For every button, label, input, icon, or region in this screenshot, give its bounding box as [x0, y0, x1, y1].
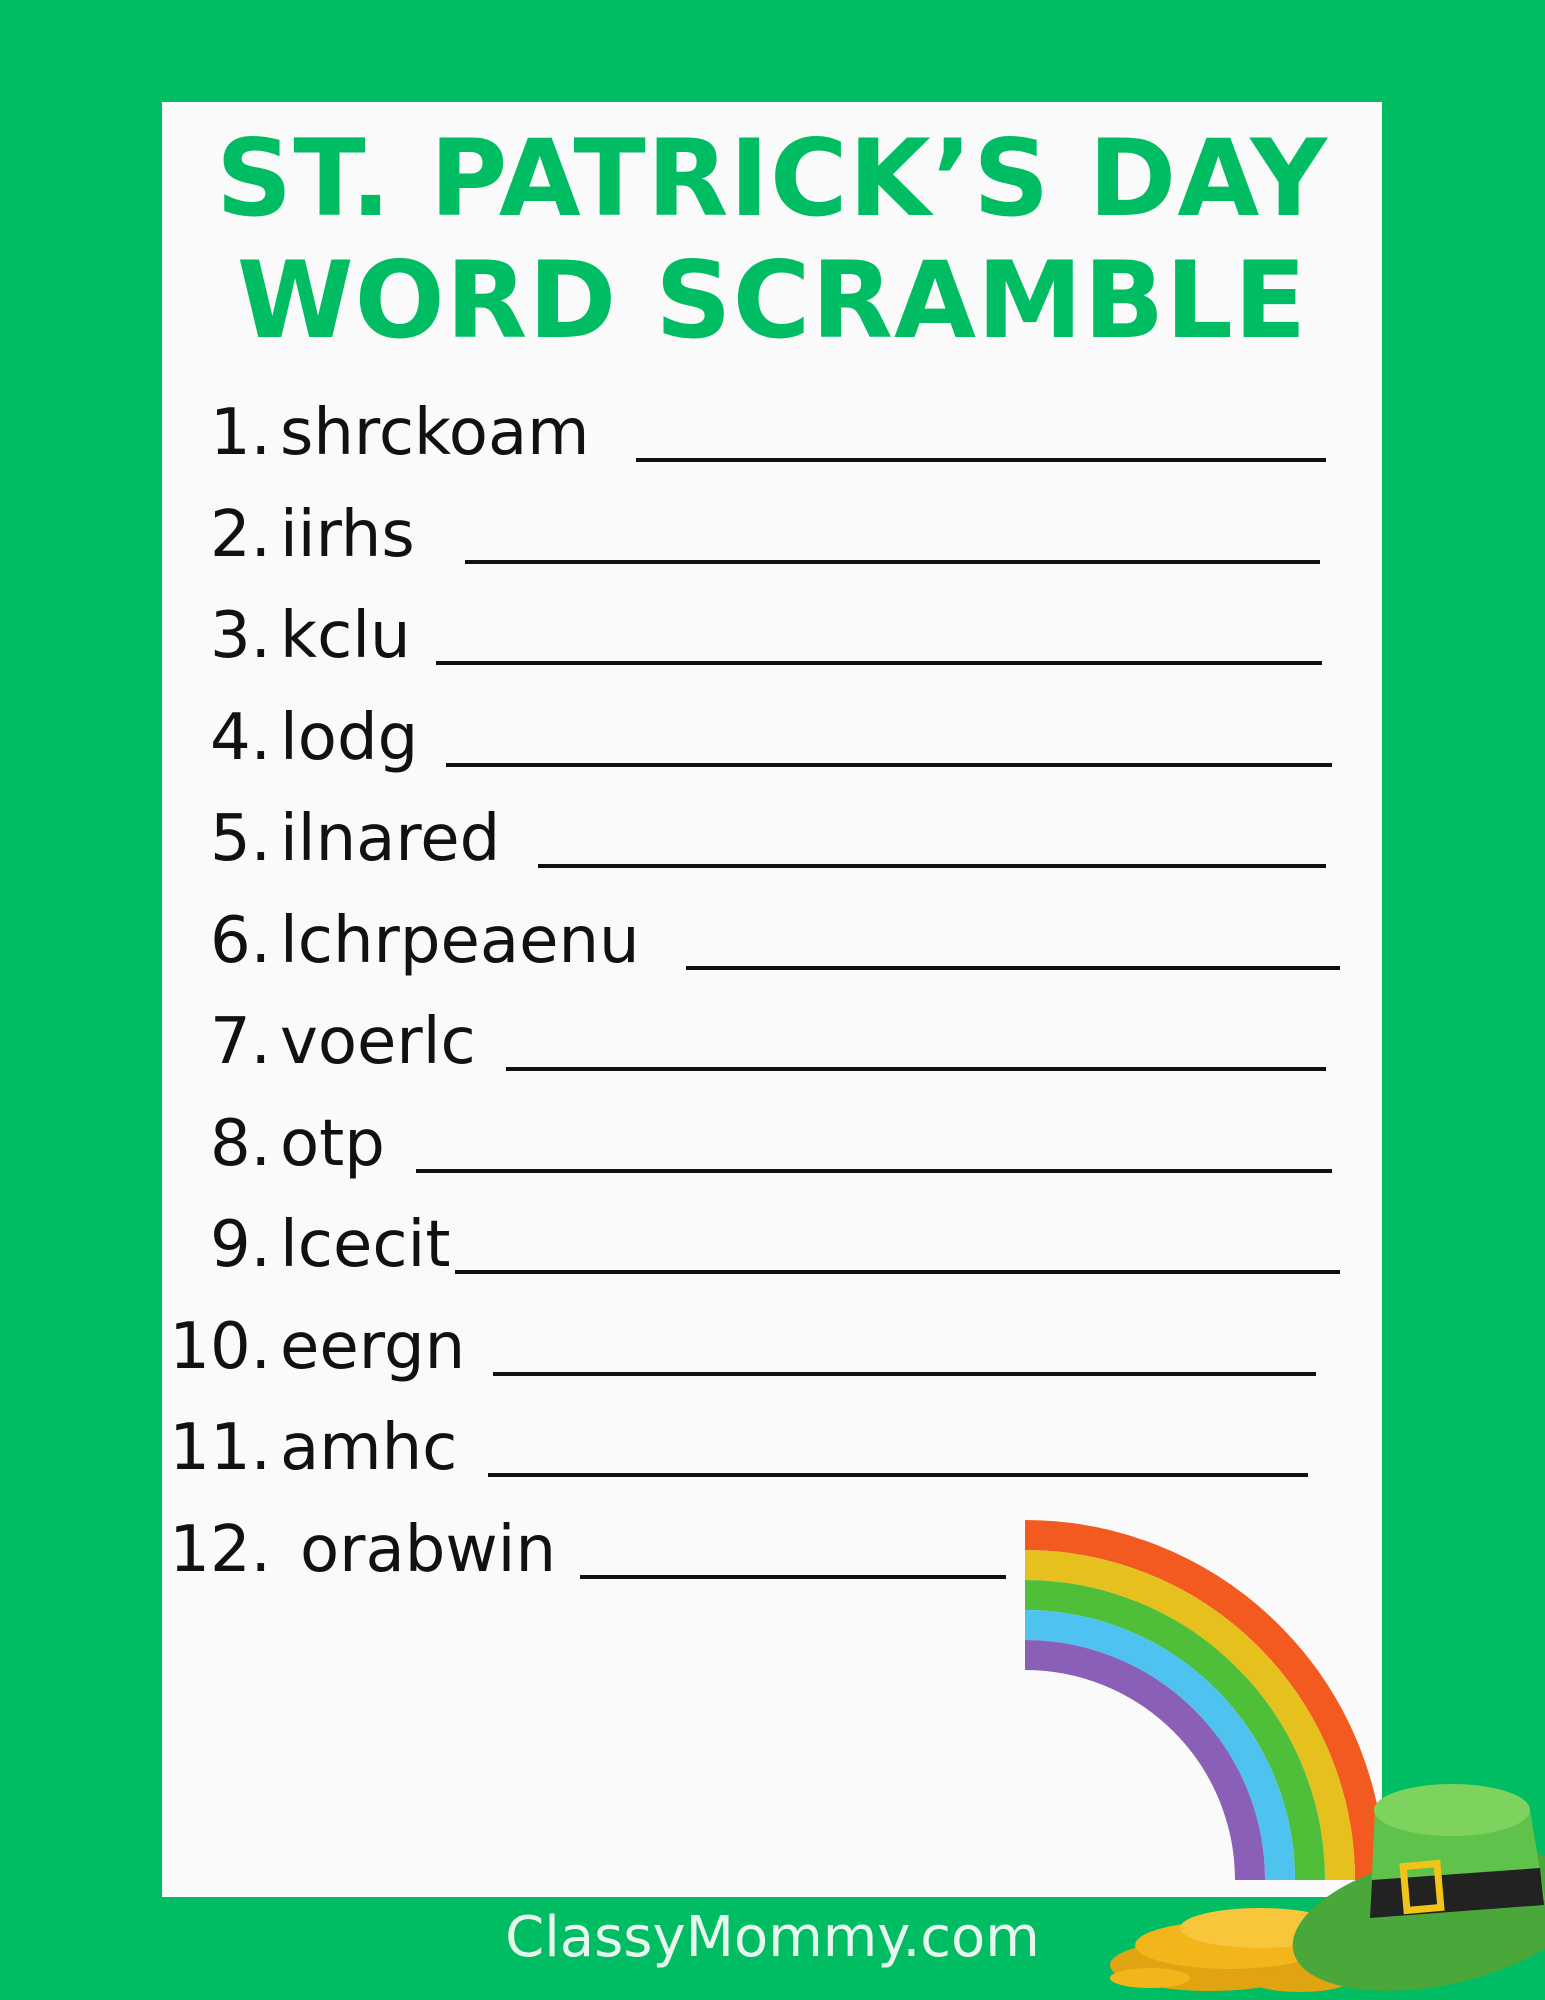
scrambled-word: orabwin [300, 1512, 556, 1587]
scrambled-word: ilnared [280, 802, 501, 876]
list-item [0, 790, 1545, 880]
list-item [0, 689, 1545, 779]
scrambled-word: lcecit [280, 1208, 451, 1282]
answer-line[interactable] [493, 1372, 1316, 1376]
answer-line[interactable] [446, 763, 1332, 767]
list-item [0, 1095, 1545, 1185]
answer-line[interactable] [636, 458, 1326, 462]
scrambled-word: voerlc [280, 1005, 476, 1079]
list-item [0, 892, 1545, 982]
list-item [0, 384, 1545, 474]
item-number: 11. [169, 1411, 271, 1485]
item-number: 4. [209, 700, 271, 775]
answer-line[interactable] [506, 1067, 1326, 1071]
item-number: 7. [209, 1005, 271, 1079]
answer-line[interactable] [465, 560, 1320, 564]
item-number: 10. [169, 1309, 271, 1384]
scrambled-word: shrckoam [280, 396, 590, 470]
item-number: 9. [209, 1208, 271, 1282]
answer-line[interactable] [580, 1575, 1006, 1579]
list-item [0, 1399, 1545, 1489]
list-item [0, 587, 1545, 677]
footer-website: ClassyMommy.com [505, 1905, 1040, 1970]
scrambled-word: amhc [280, 1411, 458, 1485]
list-item [0, 993, 1545, 1083]
list-item [0, 1196, 1545, 1286]
answer-line[interactable] [538, 864, 1326, 868]
title-line-2: WORD SCRAMBLE [236, 239, 1308, 362]
item-number: 8. [209, 1106, 271, 1181]
answer-line[interactable] [436, 661, 1322, 665]
item-number: 5. [209, 802, 271, 876]
scrambled-word: otp [280, 1106, 385, 1181]
item-number: 1. [209, 396, 271, 470]
rainbow-icon [1025, 1535, 1370, 1880]
list-item [0, 486, 1545, 576]
scrambled-word: iirhs [280, 497, 415, 572]
item-number: 12. [169, 1512, 271, 1587]
title-line-1: ST. PATRICK’S DAY [216, 117, 1328, 240]
answer-line[interactable] [686, 966, 1340, 970]
list-item [0, 1298, 1545, 1388]
answer-line[interactable] [455, 1270, 1340, 1274]
item-number: 6. [209, 903, 271, 978]
answer-line[interactable] [416, 1169, 1332, 1173]
item-number: 2. [209, 497, 271, 572]
item-number: 3. [209, 599, 271, 673]
scrambled-word: eergn [280, 1309, 466, 1384]
page-title [162, 118, 1382, 362]
answer-line[interactable] [488, 1473, 1308, 1477]
scrambled-word: lchrpeaenu [280, 903, 640, 978]
scrambled-word: kclu [280, 599, 411, 673]
scrambled-word: lodg [280, 700, 419, 775]
